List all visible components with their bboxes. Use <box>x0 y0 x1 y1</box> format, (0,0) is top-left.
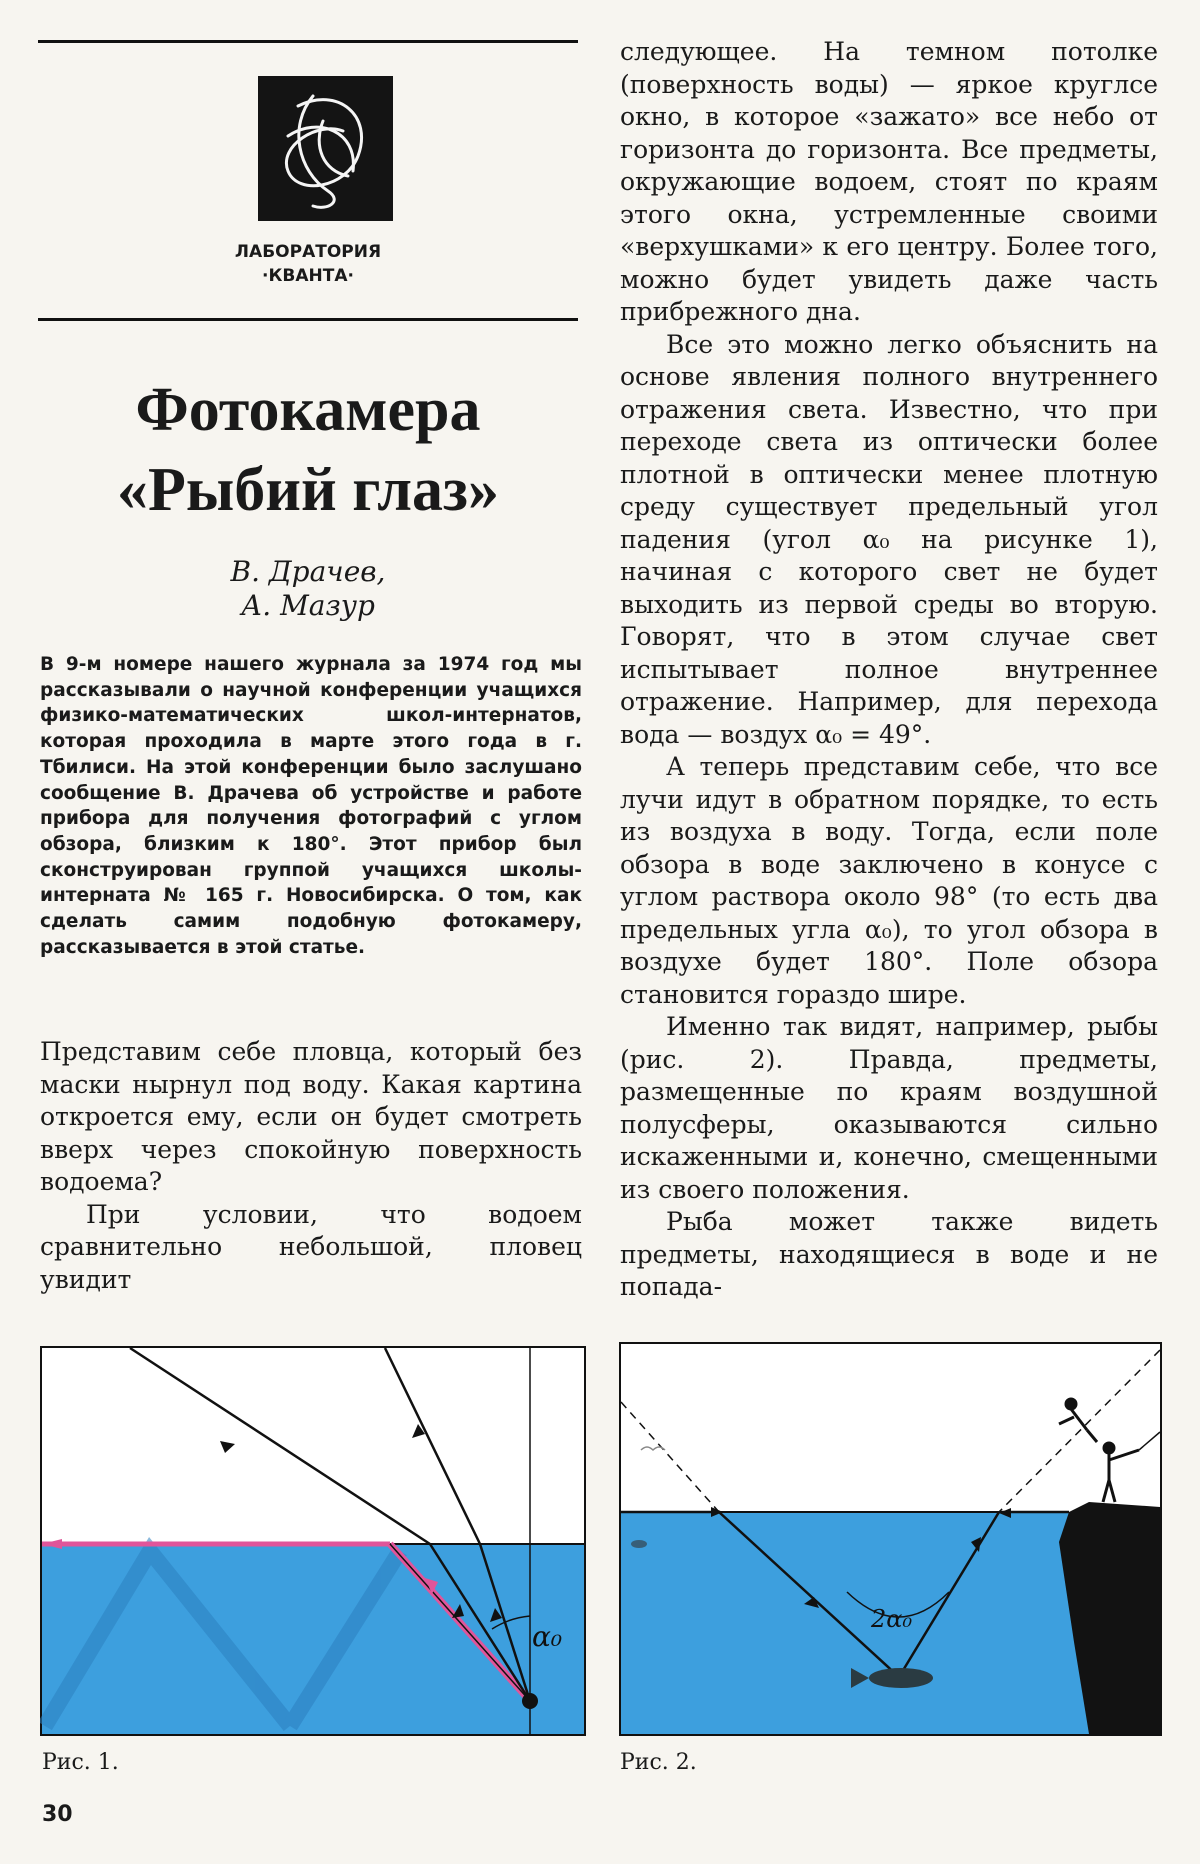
section-header-line1: ЛАБОРАТОРИЯ <box>234 242 382 262</box>
title-line1: Фотокамера <box>135 376 481 444</box>
paragraph: А теперь представим себе, что все лучи идут в обратном порядке, то есть из воздуха в воду. Тогда, если поле обзора в воде заключено в конусе с углом раствора около 98° (то есть два предельных угла α₀), то угол обзора в воздухе будет 180°. Поле обзора становится гораздо шире. <box>620 752 1158 1009</box>
figure-2 <box>619 1342 1162 1736</box>
fig1-angle-label: α₀ <box>532 1620 563 1653</box>
right-column-body <box>620 36 1158 1304</box>
fig2-caption: Рис. 2. <box>620 1750 697 1775</box>
fig1-water <box>42 1544 584 1734</box>
author-2: А. Мазур <box>241 589 375 622</box>
fig1-caption: Рис. 1. <box>42 1750 119 1775</box>
kvant-lab-logo-icon <box>258 76 393 221</box>
article-title <box>38 370 578 530</box>
title-line2: «Рыбий глаз» <box>117 456 499 524</box>
paragraph: Все это можно легко объяснить на основе явления полного внутреннего отражения света. Известно, что при переходе света из оптически более плотной в оптически менее плотную среду существует предельный угол падения (угол α₀ на рисунке 1), начиная с которого свет не будет выходить из первой среды во вторую. Говорят, что в этом случае свет испытывает полное внутреннее отражение. Например, для перехода вода — воздух α₀ = 49°. <box>620 329 1158 749</box>
page-number: 30 <box>42 1802 73 1827</box>
paragraph: Именно так видят, например, рыбы (рис. 2). Правда, предметы, размещенные по краям воздушной полусферы, оказываются сильно искаженными и, конечно, смещенными из своего положения. <box>620 1012 1158 1204</box>
left-column-body <box>40 1036 582 1296</box>
abstract: В 9-м номере нашего журнала за 1974 год мы рассказывали о научной конференции учащихся физико-математических школ-интернатов, которая проходила в марте этого года в г. Тбилиси. На этой конференции было заслушано сообщение В. Драчева об устройстве и работе прибора для получения фотографий с углом обзора, близким к 180°. Этот прибор был сконструирован группой учащихся школы-интерната № 165 г. Новосибирска. О том, как сделать самим подобную фотокамеру, рассказывается в этой статье. <box>40 654 582 958</box>
fig1-eye-point <box>522 1693 538 1709</box>
figure-1 <box>40 1346 586 1736</box>
small-fish-icon <box>631 1540 647 1548</box>
fig2-angle-label: 2α₀ <box>871 1605 913 1633</box>
paragraph: Представим себе пловца, который без маски нырнул под воду. Какая картина откроется ему, если он будет смотреть вверх через спокойную поверхность водоема? <box>40 1037 582 1196</box>
top-rule <box>38 40 578 43</box>
paragraph: При условии, что водоем сравнительно небольшой, пловец увидит <box>40 1199 582 1294</box>
authors <box>38 555 578 623</box>
section-header <box>38 240 578 288</box>
section-header-line2: ·КВАНТА· <box>262 266 354 286</box>
paragraph: следующее. На темном потолке (поверхность воды) — яркое круглсе окно, в которое «зажато» все небо от горизонта до горизонта. Все предметы, окружающие водоем, стоят по краям этого окна, устремленные своими «верхушками» к его центру. Более того, можно будет увидеть даже часть прибрежного дна. <box>620 37 1158 326</box>
paragraph: Рыба может также видеть предметы, находящиеся в воде и не попада- <box>620 1207 1158 1301</box>
author-1: В. Драчев, <box>230 555 386 588</box>
section-rule <box>38 318 578 321</box>
